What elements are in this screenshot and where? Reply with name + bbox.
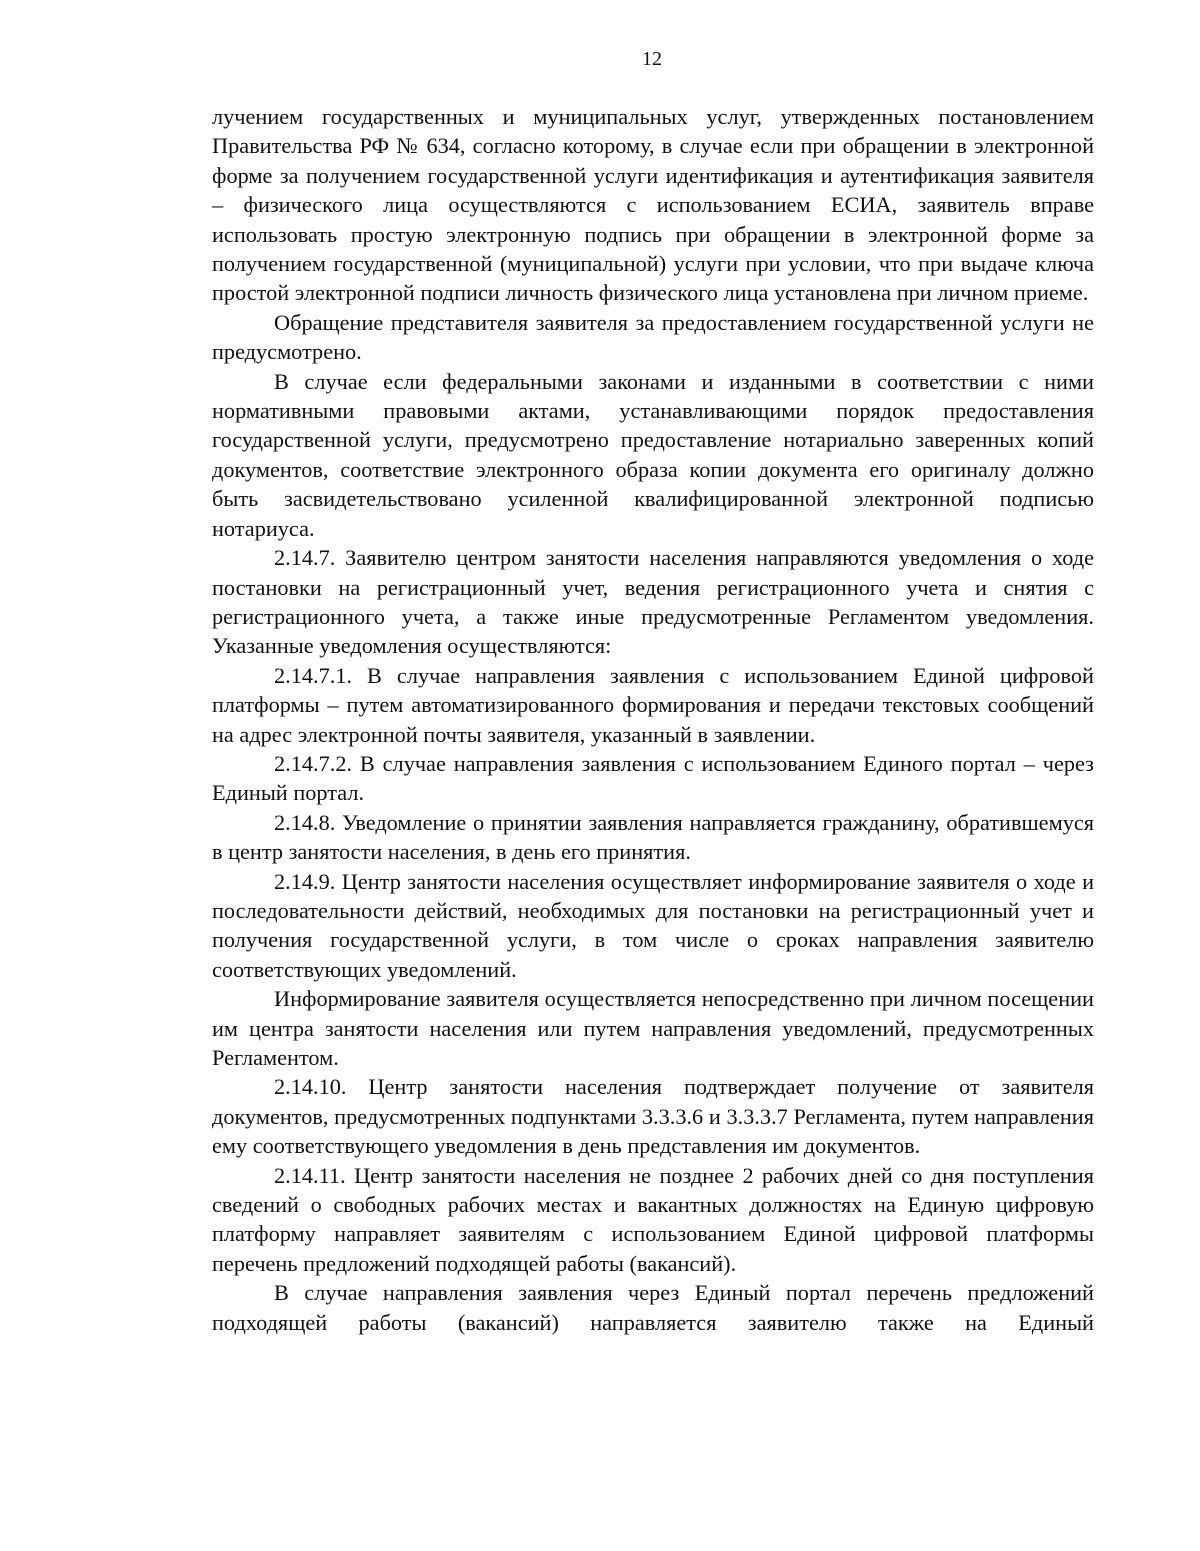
document-body (212, 102, 1094, 1337)
paragraph-2-14-10: 2.14.10. Центр занятости населения подтверждает получение от заявителя документов, предусмотренных подпунктами 3.3.3.6 и 3.3.3.7 Регламента, путем направления ему соответствующего уведомления в день представления им документов. (212, 1074, 1094, 1159)
paragraph-2-14-8: 2.14.8. Уведомление о принятии заявления направляется гражданину, обратившемуся в центр занятости населения, в день его принятия. (212, 809, 1094, 865)
paragraph-2-14-7-1: 2.14.7.1. В случае направления заявления с использованием Единой цифровой платформы – путем автоматизированного формирования и передачи текстовых сообщений на адрес электронной почты заявителя, указанный в заявлении. (212, 662, 1094, 747)
paragraph-unified-portal: В случае направления заявления через Единый портал перечень предложений подходящей работы (вакансий) направляется заявителю также на Единый (212, 1280, 1094, 1335)
paragraph-2-14-9: 2.14.9. Центр занятости населения осуществляет информирование заявителя о ходе и последовательности действий, необходимых для постановки на регистрационный учет и получения государственной услуги, в том числе о сроках направления заявителю соответствующих уведомлений. (212, 868, 1094, 982)
paragraph-notary-copies: В случае если федеральными законами и изданными в соответствии с ними нормативными правовыми актами, устанавливающими порядок предоставления государственной услуги, предусмотрено предоставление нотариально заверенных копий документов, соответствие электронного образа копии документа его оригиналу должно быть засвидетельствовано усиленной квалифицированной электронной подписью нотариуса. (212, 368, 1094, 541)
paragraph-2-14-11: 2.14.11. Центр занятости населения не позднее 2 рабочих дней со дня поступления сведений о свободных рабочих местах и вакантных должностях на Единую цифровую платформу направляет заявителям с использованием Единой цифровой платформы перечень предложений подходящей работы (вакансий). (212, 1162, 1094, 1276)
paragraph-2-14-7-2: 2.14.7.2. В случае направления заявления с использованием Единого портал – через Единый портал. (212, 750, 1094, 806)
page-number: 12 (642, 48, 662, 70)
paragraph-continuation: лучением государственных и муниципальных услуг, утвержденных постановлением Правительства РФ № 634, согласно которому, в случае если при обращении в электронной форме за получением государственной услуги идентификация и аутентификация заявителя – физического лица осуществляются с использованием ЕСИА, заявитель вправе использовать простую электронную подпись при обращении в электронной форме за получением государственной (муниципальной) услуги при условии, что при выдаче ключа простой электронной подписи личность физического лица установлена при личном приеме. (212, 104, 1094, 306)
paragraph-informing: Информирование заявителя осуществляется непосредственно при личном посещении им центра занятости населения или путем направления уведомлений, предусмотренных Регламентом. (212, 986, 1094, 1070)
paragraph-representative: Обращение представителя заявителя за предоставлением государственной услуги не предусмотрено. (212, 309, 1094, 365)
paragraph-2-14-7: 2.14.7. Заявителю центром занятости населения направляются уведомления о ходе постановки на регистрационный учет, ведения регистрационного учета и снятия с регистрационного учета, а также иные предусмотренные Регламентом уведомления. Указанные уведомления осуществляются: (212, 545, 1094, 659)
